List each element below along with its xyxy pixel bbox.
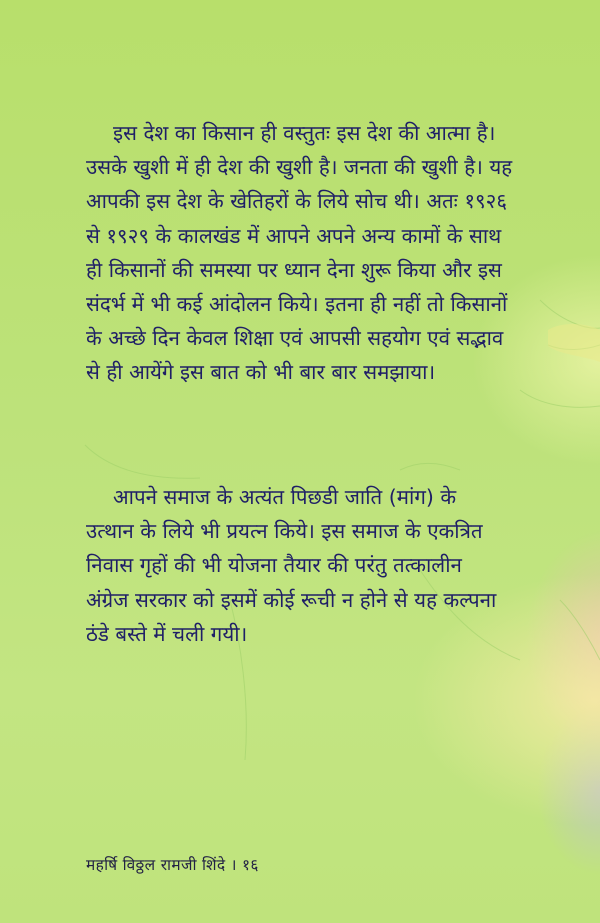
paragraph-1: इस देश का किसान ही वस्तुतः इस देश की आत्मा है। उसके खुशी में ही देश की खुशी है। जनता की खुशी है। यह आपकी इस देश के खेतिहरों के लिये सोच थी। अतः १९२६ से १९२९ के कालखंड में आपने अपने अन्य कामों के साथ ही किसानों की समस्या पर ध्यान देना शुरू किया और इस संदर्भ में भी कई आंदोलन किये। इतना ही नहीं तो किसानों के अच्छे दिन केवल शिक्षा एवं आपसी सहयोग एवं सद्भाव से ही आयेंगे इस बात को भी बार बार समझाया। (86, 121, 513, 385)
page-footer: महर्षि विठ्ठल रामजी शिंदे । १६ (86, 856, 259, 874)
paragraph-2: आपने समाज के अत्यंत पिछडी जाति (मांग) के उत्थान के लिये भी प्रयत्न किये। इस समाज के एकत्रित निवास गृहों की भी योजना तैयार की परंतु तत्कालीन अंग्रेज सरकार को इसमें कोई रूची न होने से यह कल्पना ठंडे बस्ते में चली गयी। (86, 485, 497, 646)
